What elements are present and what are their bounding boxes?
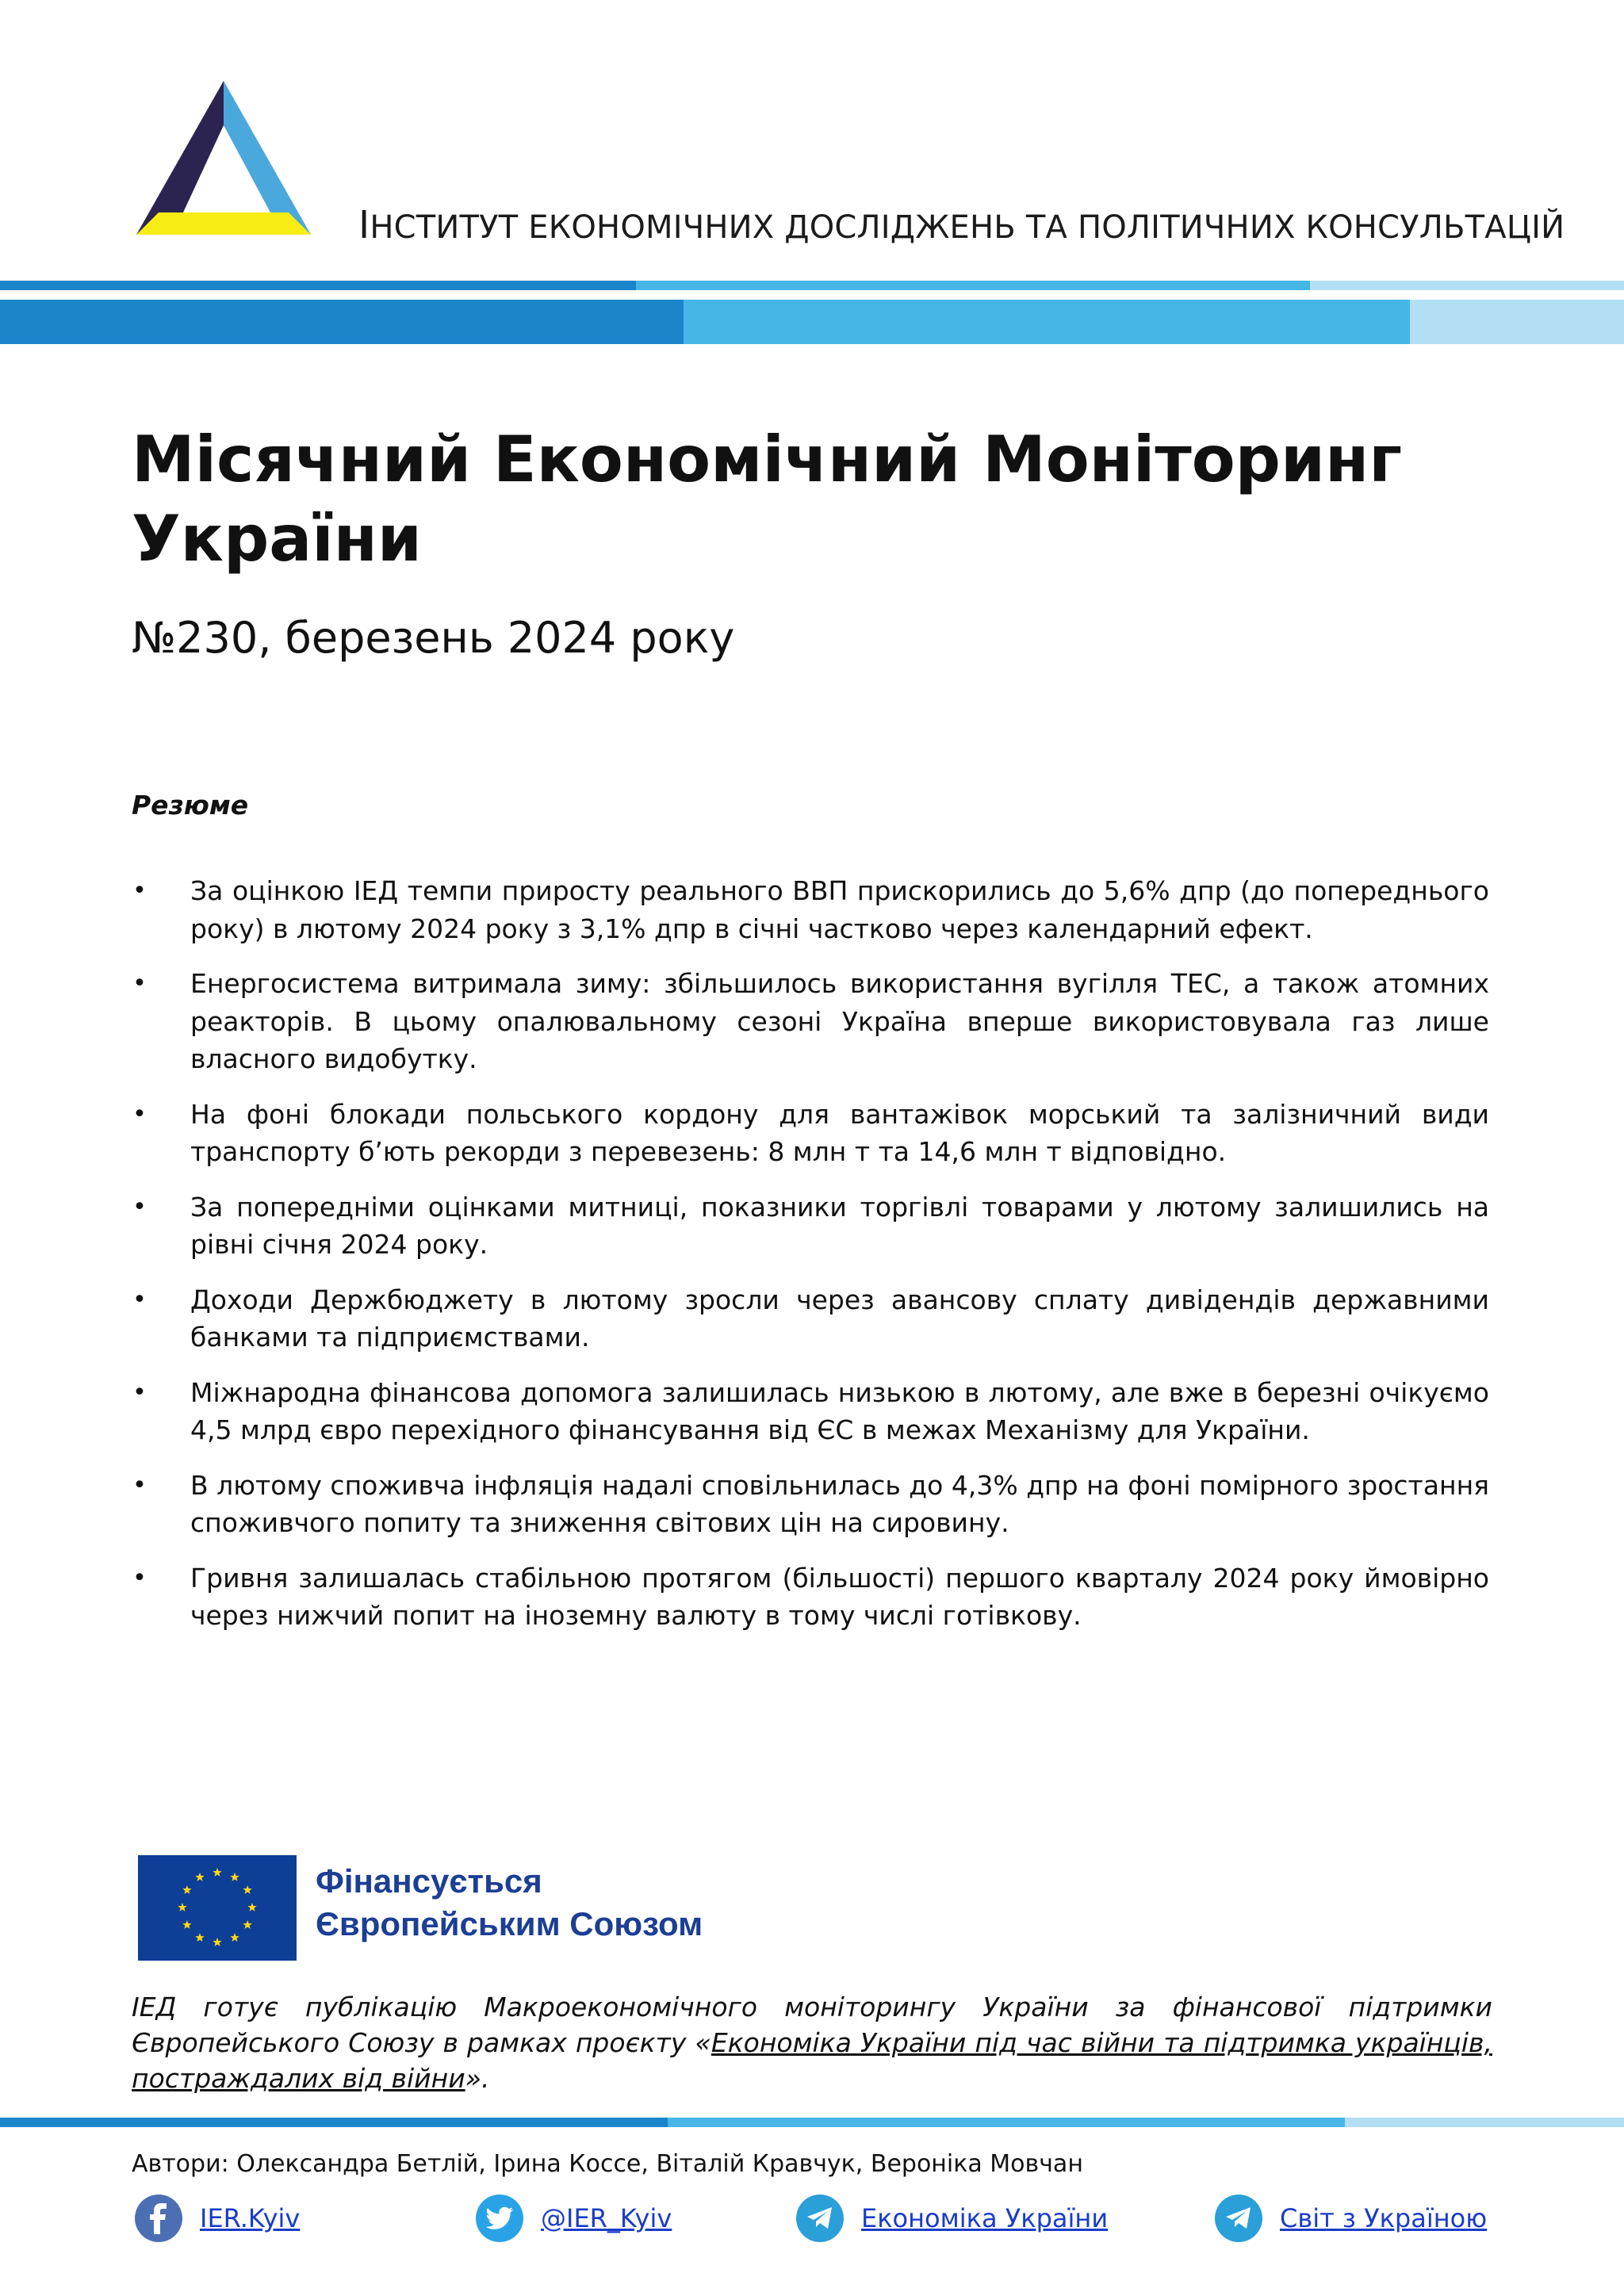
facebook-link[interactable]: IER.Kyiv (135, 2193, 300, 2244)
telegram-link-world[interactable]: Світ з Україною (1215, 2193, 1487, 2244)
triangle-logo-icon (132, 79, 316, 239)
list-item: • Енергосистема витримала зиму: збільшилось використання вугілля ТЕС, а також атомних реакторів. В цьому опалювальному сезоні Україна вперше використовувала газ лише власного видобутку. (132, 965, 1489, 1078)
bullet-icon: • (132, 1471, 147, 1499)
eu-flag-icon (138, 1855, 297, 1961)
list-item: • На фоні блокади польського кордону для вантажівок морський та залізничний види транспорту б’ють рекорди з перевезень: 8 млн т та 14,6 млн т відповідно. (132, 1096, 1489, 1171)
list-item: • Гривня залишалась стабільною протягом (більшості) першого кварталу 2024 року ймовірно через нижчий попит на іноземну валюту в тому числі готівкову. (132, 1559, 1489, 1635)
list-item: • За попередніми оцінками митниці, показники торгівлі товарами у лютому залишились на рівні січня 2024 року. (132, 1188, 1489, 1264)
bullet-icon: • (132, 970, 147, 997)
funding-note: ІЕД готує публікацію Макроекономічного моніторингу України за фінансової підтримки Європейського Союзу в рамках проєкту «Економіка України під час війни та підтримка українців, постраждалих від війни». (132, 1992, 1492, 2094)
summary-heading: Резюме (132, 790, 249, 821)
list-item: • Доходи Держбюджету в лютому зросли через авансову сплату дивідендів державними банками та підприємствами. (132, 1281, 1489, 1357)
bullet-icon: • (132, 877, 147, 905)
summary-list (132, 872, 1489, 1652)
bullet-icon: • (132, 1563, 147, 1592)
bullet-icon: • (132, 1192, 147, 1221)
header-band-thin (0, 281, 1624, 290)
telegram-link-economy[interactable]: Економіка України (796, 2193, 1108, 2244)
list-item: • За оцінкою ІЕД темпи приросту реального ВВП прискорились до 5,6% дпр (до попереднього року) в лютому 2024 року з 3,1% дпр в січні частково через календарний ефект. (132, 872, 1489, 947)
header-band-thick (0, 300, 1624, 344)
footer-band (0, 2118, 1624, 2127)
issue-number: №230, березень 2024 року (132, 613, 735, 663)
bullet-icon: • (132, 1378, 147, 1406)
twitter-link[interactable]: @IER_Kyiv (476, 2193, 672, 2244)
bullet-icon: • (132, 1100, 147, 1128)
authors: Автори: Олександра Бетлій, Ірина Коссе, Віталій Кравчук, Вероніка Мовчан (132, 2150, 1083, 2178)
page-title: Місячний Економічний Моніторинг України (132, 423, 1403, 576)
list-item: • В лютому споживча інфляція надалі сповільнилась до 4,3% дпр на фоні помірного зростання споживчого попиту та зниження світових цін на сировину. (132, 1467, 1489, 1542)
list-item: • Міжнародна фінансова допомога залишилась низькою в лютому, але вже в березні очікуємо 4,5 млрд євро перехідного фінансування від ЄС в межах Механізму для України. (132, 1374, 1489, 1449)
facebook-icon (135, 2195, 182, 2242)
institute-name: ІНСТИТУТ ЕКОНОМІЧНИХ ДОСЛІДЖЕНЬ ТА ПОЛІТИЧНИХ КОНСУЛЬТАЦІЙ (358, 203, 1565, 247)
project-link[interactable]: Економіка України під час війни та підтримка українців, постраждалих від війни (132, 2027, 1492, 2094)
telegram-icon (1215, 2195, 1262, 2242)
eu-funding-label: Фінансується Європейським Союзом (316, 1862, 703, 1942)
twitter-icon (476, 2195, 523, 2242)
telegram-icon (796, 2195, 844, 2242)
bullet-icon: • (132, 1285, 147, 1314)
